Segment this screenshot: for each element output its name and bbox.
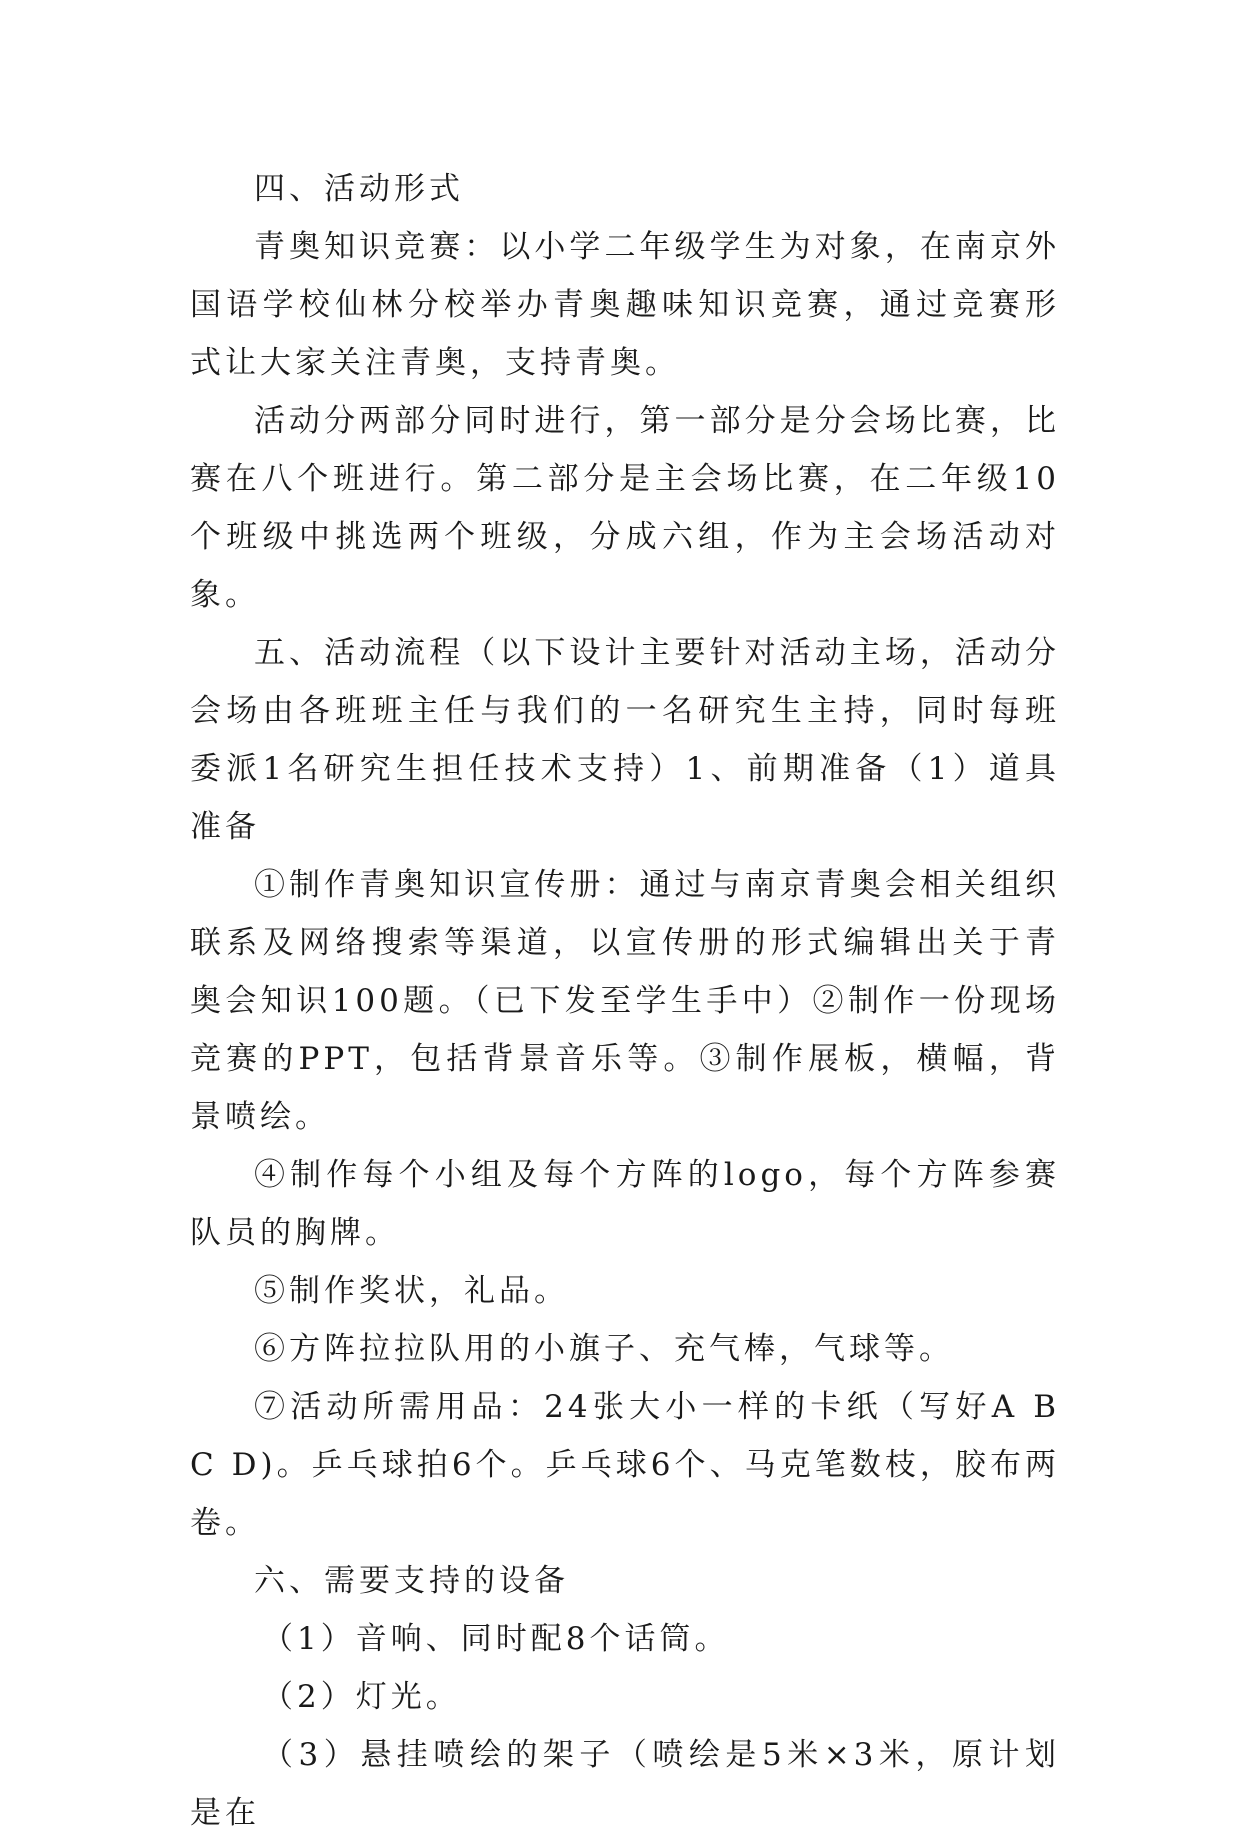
paragraph-prep-item-5: ⑤制作奖状，礼品。: [254, 1273, 569, 1309]
paragraph-activity-parts: 活动分两部分同时进行，第一部分是分会场比赛，比赛在八个班进行。第二部分是主会场比赛，在二年级10个班级中挑选两个班级，分成六组，作为主会场活动对象。: [190, 403, 1060, 613]
paragraph-prep-item-6: ⑥方阵拉拉队用的小旗子、充气棒，气球等。: [254, 1331, 954, 1367]
document-body: [190, 160, 1060, 1842]
equipment-item-1: （1）音响、同时配8个话筒。: [262, 1621, 730, 1657]
section-heading-activity-flow: 五、活动流程（以下设计主要针对活动主场，活动分会场由各班班主任与我们的一名研究生主持，同时每班委派1名研究生担任技术支持）1、前期准备（1）道具准备: [190, 635, 1060, 845]
paragraph-prep-item-4: ④制作每个小组及每个方阵的logo，每个方阵参赛队员的胸牌。: [190, 1157, 1060, 1251]
paragraph-prep-item-7: ⑦活动所需用品：24张大小一样的卡纸（写好A B C D)。乒乓球拍6个。乒乓球6个、马克笔数枝，胶布两卷。: [190, 1389, 1060, 1541]
paragraph-quiz-intro: 青奥知识竞赛：以小学二年级学生为对象，在南京外国语学校仙林分校举办青奥趣味知识竞赛，通过竞赛形式让大家关注青奥，支持青奥。: [190, 229, 1060, 381]
section-heading-activity-form: 四、活动形式: [254, 171, 464, 207]
paragraph-prep-item-1: ①制作青奥知识宣传册：通过与南京青奥会相关组织联系及网络搜索等渠道，以宣传册的形式编辑出关于青奥会知识100题。（已下发至学生手中）②制作一份现场竞赛的PPT，包括背景音乐等。③制作展板，横幅，背景喷绘。: [190, 867, 1060, 1135]
equipment-item-3: （3）悬挂喷绘的架子（喷绘是5米×3米，原计划是在: [190, 1737, 1060, 1831]
equipment-item-2: （2）灯光。: [262, 1679, 461, 1715]
section-heading-equipment: 六、需要支持的设备: [254, 1563, 569, 1599]
